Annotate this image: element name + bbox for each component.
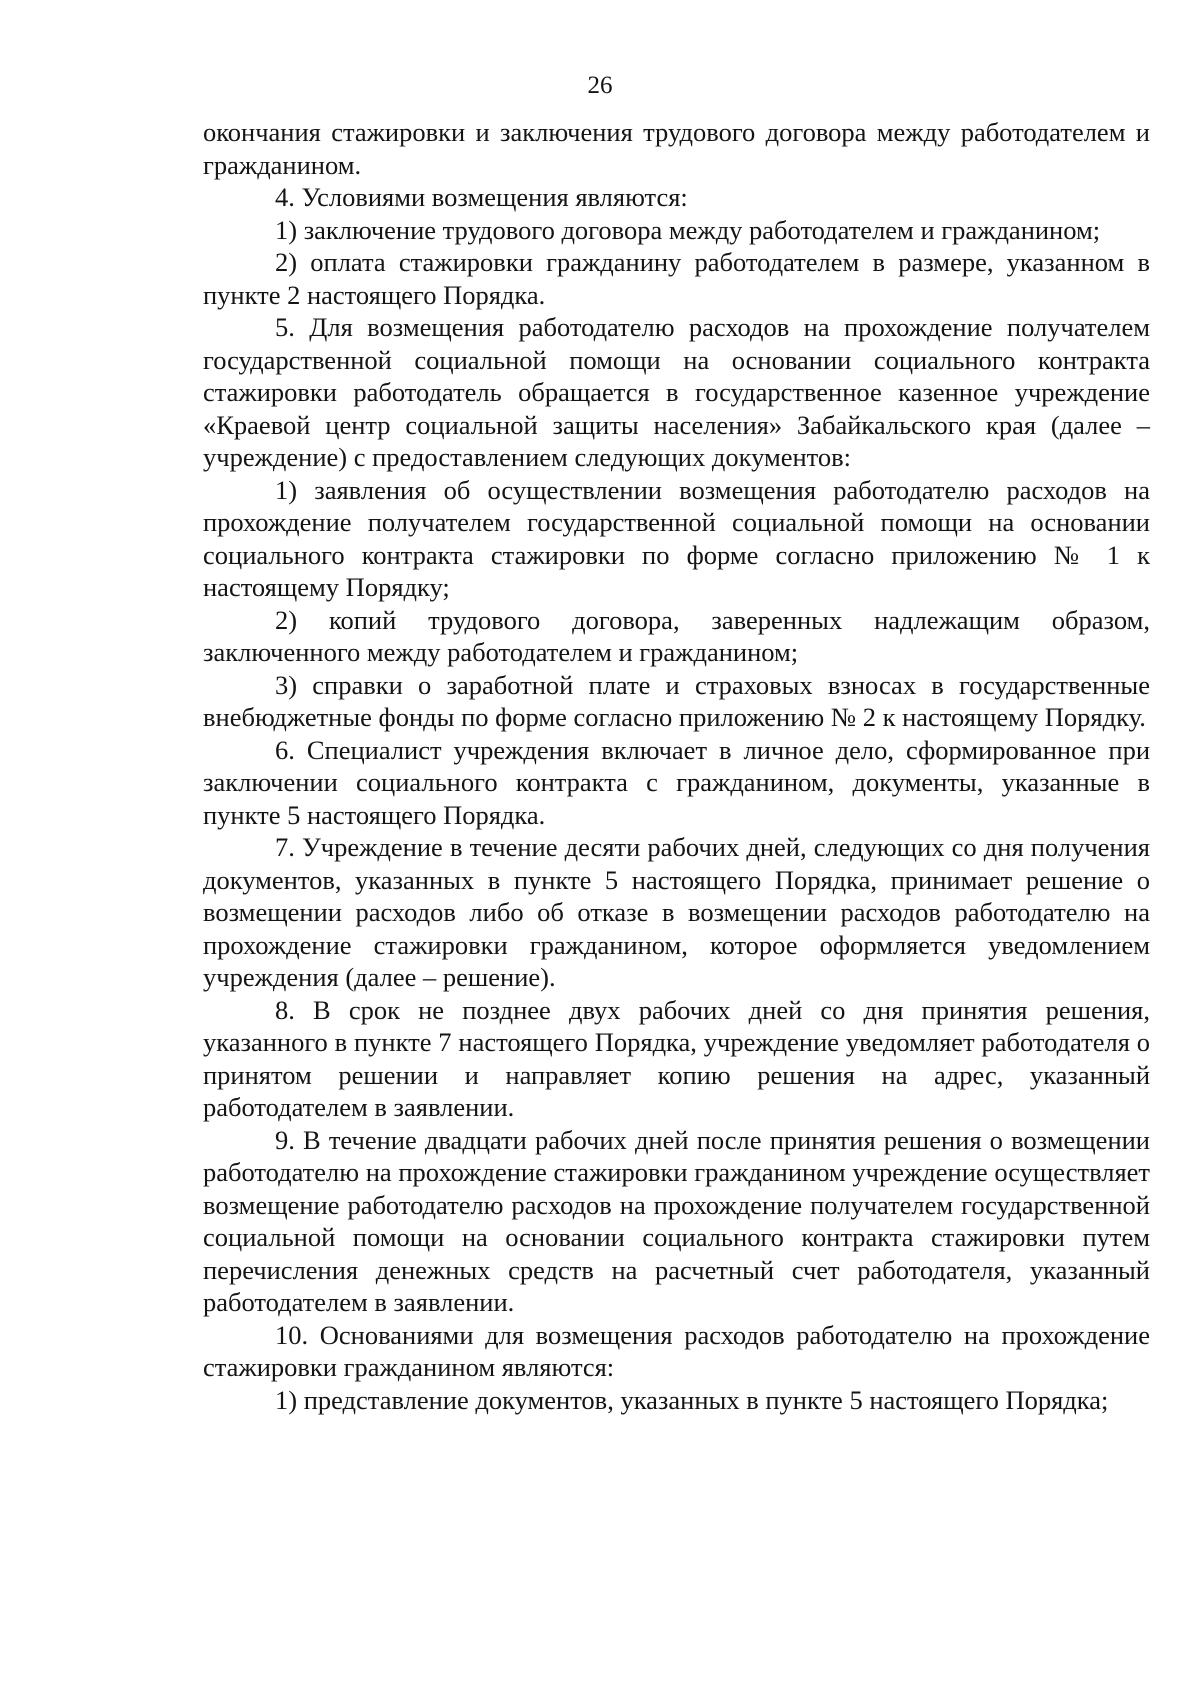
paragraph-clause-6: 6. Специалист учреждения включает в личное дело, сформированное при заключении социального контракта с гражданином, документы, указанные в пункте 5 настоящего Порядка. (203, 734, 1150, 830)
paragraph-clause-5: 5. Для возмещения работодателю расходов на прохождение получателем государственной социальной помощи на основании социального контракта стажировки работодатель обращается в государственное казенное учреждение «Краевой центр социальной защиты населения» Забайкальского края (далее – учреждение) с предоставлением следующих документов: (203, 312, 1150, 472)
paragraph-clause-8: 8. В срок не позднее двух рабочих дней со дня принятия решения, указанного в пункте 7 настоящего Порядка, учреждение уведомляет работодателя о принятом решении и направляет копию решения на адрес, указанный работодателем в заявлении. (203, 994, 1150, 1122)
paragraph-clause-10: 10. Основаниями для возмещения расходов работодателю на прохождение стажировки гражданином являются: (203, 1319, 1150, 1382)
paragraph-continuation: окончания стажировки и заключения трудового договора между работодателем и гражданином. (203, 117, 1150, 180)
paragraph-clause-5-item-3: 3) справки о заработной плате и страховых взносах в государственные внебюджетные фонды по форме согласно приложению № 2 к настоящему Порядку. (203, 669, 1150, 732)
paragraph-clause-10-item-1: 1) представление документов, указанных в пункте 5 настоящего Порядка; (275, 1384, 1109, 1415)
paragraph-clause-7: 7. Учреждение в течение десяти рабочих дней, следующих со дня получения документов, указанных в пункте 5 настоящего Порядка, принимает решение о возмещении расходов либо об отказе в возмещении расходов работодателю на прохождение стажировки гражданином, которое оформляется уведомлением учреждения (далее – решение). (203, 832, 1150, 992)
paragraph-clause-5-item-1: 1) заявления об осуществлении возмещения работодателю расходов на прохождение получателем государственной социальной помощи на основании социального контракта стажировки по форме согласно приложению № 1 к настоящему Порядку; (203, 474, 1150, 602)
paragraph-clause-9: 9. В течение двадцати рабочих дней после принятия решения о возмещении работодателю на прохождение стажировки гражданином учреждение осуществляет возмещение работодателю расходов на прохождение получателем государственной социальной помощи на основании социального контракта стажировки путем перечисления денежных средств на расчетный счет работодателя, указанный работодателем в заявлении. (203, 1124, 1150, 1317)
page-number: 26 (587, 72, 613, 99)
paragraph-clause-4-item-2: 2) оплата стажировки гражданину работодателем в размере, указанном в пункте 2 настоящего Порядка. (203, 247, 1150, 310)
paragraph-clause-4: 4. Условиями возмещения являются: (275, 182, 688, 212)
paragraph-clause-5-item-2: 2) копий трудового договора, заверенных надлежащим образом, заключенного между работодателем и гражданином; (203, 604, 1150, 667)
paragraph-clause-4-item-1: 1) заключение трудового договора между работодателем и гражданином; (275, 214, 1101, 245)
document-body (203, 116, 1150, 1416)
